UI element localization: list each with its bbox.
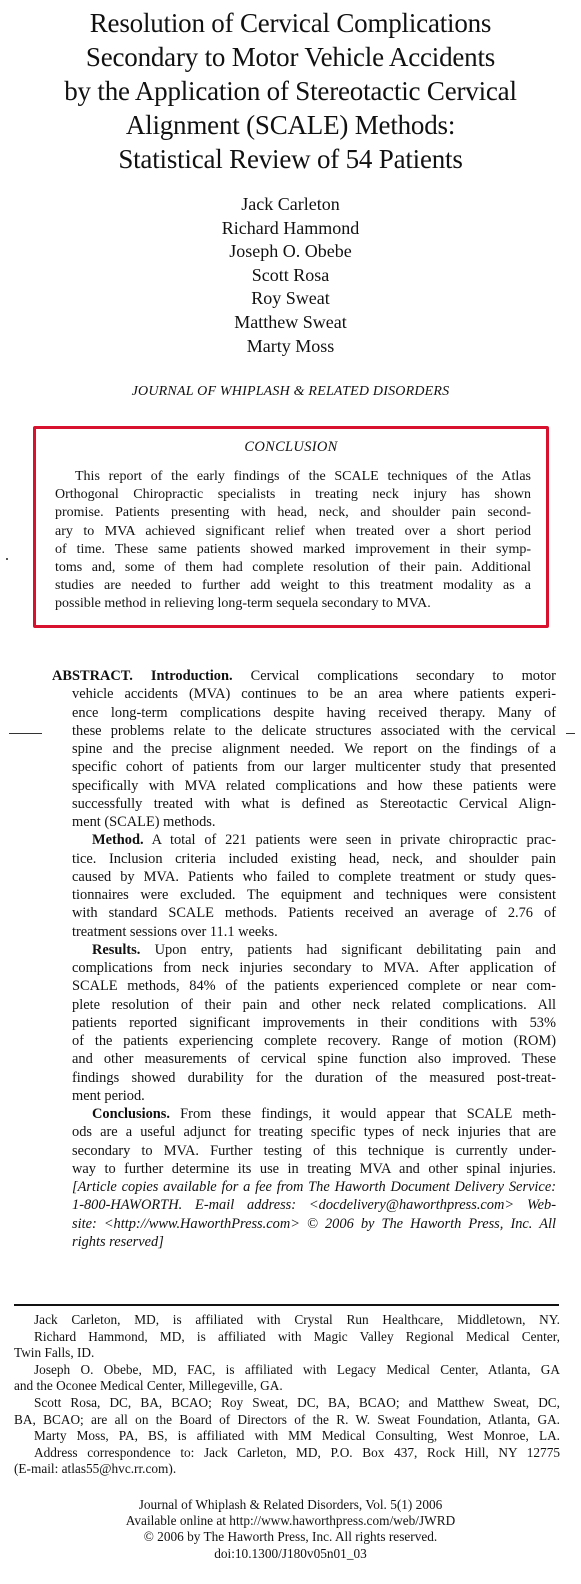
abstract-line: SCALE methods, 84% of the patients experienced complete or near com- <box>72 978 556 995</box>
abstract-line: treatment sessions over 11.1 weeks. <box>72 923 278 940</box>
abstract-conclusions-first-line <box>52 1105 556 1123</box>
conclusion-line: studies are needed to further add weight to this treatment modality as a <box>55 578 531 594</box>
abstract-line: From these findings, it would appear that SCALE meth- <box>180 1106 556 1122</box>
abstract-line: spine and the precise alignment needed. We report on the findings of a <box>72 741 556 757</box>
journal-name: JOURNAL OF WHIPLASH & RELATED DISORDERS <box>131 384 450 399</box>
author-name: Scott Rosa <box>251 264 330 285</box>
abstract-line: tionnaires were excluded. The equipment and techniques were consistent <box>72 887 556 903</box>
abstract-line: specifically with MVA related complications and how these patients were <box>72 777 556 794</box>
author-name: Roy Sweat <box>251 288 330 309</box>
abstract-line: way to further determine its use in treating MVA and other spinal injuries. <box>72 1160 556 1177</box>
author-name: Marty Moss <box>246 335 335 356</box>
conclusion-box <box>33 426 549 628</box>
method-heading: Method. <box>92 832 144 849</box>
abstract-line: tice. Inclusion criteria included existing head, neck, and shoulder pain <box>72 850 556 867</box>
copyright-note-line: site: <http://www.HaworthPress.com> © 2006 by The Haworth Press, Inc. All <box>72 1215 556 1232</box>
abstract-line: Upon entry, patients had significant debilitating pain and <box>154 941 556 958</box>
abstract-line: patients reported significant improvements in their conditions with 53% <box>72 1014 556 1031</box>
abstract-line: ods are a useful adjunct for treating specific types of neck injuries that are <box>72 1124 556 1141</box>
abstract-line: specific cohort of patients from our larger multicenter study that presented <box>72 759 556 776</box>
title-line: Resolution of Cervical Complications <box>89 8 492 38</box>
title-line: Secondary to Motor Vehicle Accidents <box>85 42 496 72</box>
footnote-line: BA, BCAO; are all on the Board of Directors of the R. W. Sweat Foundation, Atlanta, GA. <box>14 1411 560 1427</box>
conclusion-line: ary to MVA achieved significant relief when treated over a short period <box>55 523 531 539</box>
author-name: Matthew Sweat <box>234 311 347 332</box>
abstract-line: these problems relate to the delicate structures associated with the cervical <box>72 722 556 739</box>
margin-mark-right <box>566 733 575 734</box>
conclusion-line: Orthogonal Chiropractic specialists in treating neck injury has shown <box>55 487 531 503</box>
abstract-line: A total of 221 patients were seen in private chiropractic prac- <box>151 832 556 849</box>
footnote-line: Twin Falls, ID. <box>14 1345 95 1361</box>
doi: doi:10.1300/J180v05n01_03 <box>214 1545 367 1561</box>
article-title <box>0 6 581 176</box>
abstract-line: ment (SCALE) methods. <box>72 814 216 830</box>
abstract-line: ment period. <box>72 1087 145 1104</box>
abstract-line: of the patients experiencing complete recovery. Range of motion (ROM) <box>72 1033 556 1049</box>
conclusion-line: toms and, some of them had complete resolution of their pain. Additional <box>55 560 531 576</box>
title-line: Statistical Review of 54 Patients <box>118 144 463 174</box>
footnote-line: (E-mail: atlas55@hvc.rr.com). <box>14 1461 177 1477</box>
abstract-line: secondary to MVA. Further testing of this technique is currently under- <box>72 1142 556 1159</box>
copyright-note-line: [Article copies available for a fee from The Haworth Document Delivery Service: <box>72 1179 556 1195</box>
abstract-label: ABSTRACT. <box>52 668 133 684</box>
footnote-line: Joseph O. Obebe, MD, FAC, is affiliated with Legacy Medical Center, Atlanta, GA <box>34 1361 560 1377</box>
copyright-note-line: rights reserved] <box>72 1233 164 1250</box>
author-name: Richard Hammond <box>221 217 360 238</box>
conclusions-heading: Conclusions. <box>92 1106 170 1122</box>
footnote-line: Address correspondence to: Jack Carleton, MD, P.O. Box 437, Rock Hill, NY 12775 <box>34 1444 560 1460</box>
author-name: Jack Carleton <box>241 194 340 214</box>
conclusion-text <box>55 468 531 614</box>
online-availability: Available online at http://www.haworthpress.com/web/JWRD <box>125 1513 456 1529</box>
abstract-line: caused by MVA. Patients who failed to complete treatment or study ques- <box>72 868 556 885</box>
conclusion-line: possible method in relieving long-term sequela secondary to MVA. <box>55 596 431 612</box>
footnote-divider <box>14 1304 559 1306</box>
footnote-line: Scott Rosa, DC, BA, BCAO; Roy Sweat, DC, BA, BCAO; and Matthew Sweat, DC, <box>34 1394 560 1410</box>
abstract <box>52 667 556 1251</box>
abstract-results-first-line <box>52 941 556 959</box>
footnote-line: Jack Carleton, MD, is affiliated with Crystal Run Healthcare, Middletown, NY. <box>34 1312 560 1327</box>
conclusion-line: This report of the early findings of the SCALE techniques of the Atlas <box>75 469 531 484</box>
copyright-line: © 2006 by The Haworth Press, Inc. All rights reserved. <box>143 1529 438 1545</box>
conclusion-heading: CONCLUSION <box>244 439 338 455</box>
results-heading: Results. <box>92 941 141 958</box>
abstract-line: and other measurements of cervical spine function also improved. These <box>72 1051 556 1068</box>
abstract-line: Cervical complications secondary to motor <box>250 668 556 684</box>
abstract-intro-first-line <box>52 667 556 685</box>
abstract-line: findings showed durability for the duration of the measured post-treat- <box>72 1069 556 1086</box>
title-line: Alignment (SCALE) Methods: <box>125 110 456 140</box>
abstract-line: complications from neck injuries secondary to MVA. After application of <box>72 960 556 976</box>
footnote-line: Marty Moss, PA, BS, is affiliated with MM Medical Consulting, West Monroe, LA. <box>34 1428 560 1444</box>
conclusion-line: of time. These same patients showed marked improvement in their symp- <box>55 541 531 557</box>
abstract-line: ence long-term complications despite having received therapy. Many of <box>72 704 556 721</box>
conclusion-line: promise. Patients presenting with head, neck, and shoulder pain second- <box>55 505 531 521</box>
publication-info <box>0 1497 581 1562</box>
footnote-line: Richard Hammond, MD, is affiliated with Magic Valley Regional Medical Center, <box>34 1328 560 1344</box>
abstract-method-first-line <box>52 831 556 849</box>
author-list <box>0 193 581 358</box>
introduction-heading: Introduction. <box>150 668 233 684</box>
title-line: by the Application of Stereotactic Cervical <box>64 76 517 106</box>
footnote-line: and the Oconee Medical Center, Millegeville, GA. <box>14 1378 283 1394</box>
author-affiliations <box>14 1312 560 1478</box>
abstract-line: successfully treated with what is defined as Stereotactic Cervical Align- <box>72 795 556 812</box>
copyright-note-line: 1-800-HAWORTH. E-mail address: <docdelivery@haworthpress.com> Web- <box>72 1197 556 1214</box>
margin-dot <box>6 558 8 560</box>
journal-citation: Journal of Whiplash & Related Disorders, Vol. 5(1) 2006 <box>138 1497 443 1512</box>
margin-mark-left <box>9 733 42 734</box>
author-name: Joseph O. Obebe <box>229 241 352 262</box>
abstract-line: plete resolution of their pain and other neck related complications. All <box>72 996 556 1013</box>
abstract-line: vehicle accidents (MVA) continues to be an area where patients experi- <box>72 686 556 703</box>
abstract-line: with standard SCALE methods. Patients received an average of 2.76 of <box>72 905 556 922</box>
